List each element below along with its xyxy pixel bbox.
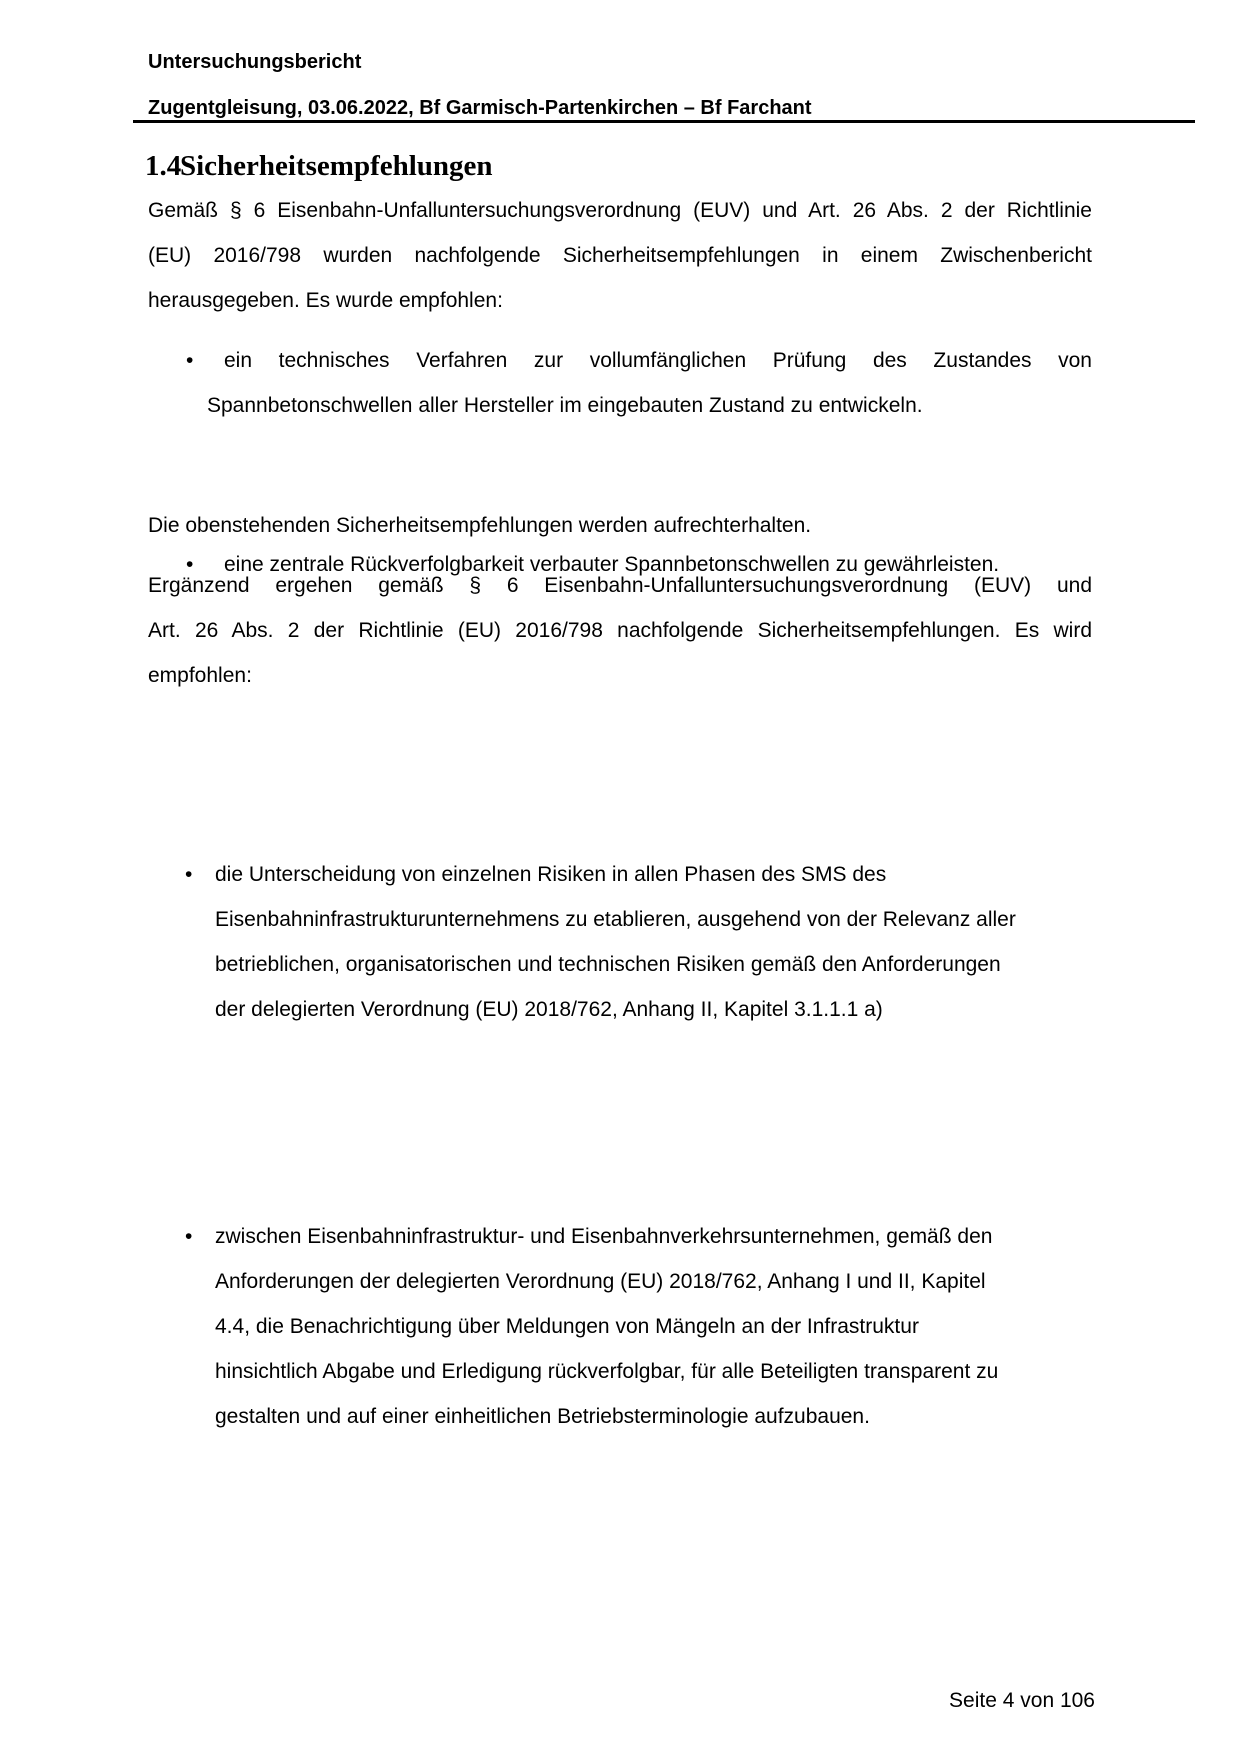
section-title: Sicherheitsempfehlungen (180, 150, 493, 182)
list-item (185, 852, 1092, 1032)
page-number: Seite 4 von 106 (949, 1689, 1095, 1712)
bullet-icon: • (185, 1225, 193, 1248)
paragraph-line: herausgegeben. Es wurde empfohlen: (148, 289, 503, 312)
list-item-line: zwischen Eisenbahninfrastruktur- und Eisenbahnverkehrsunternehmen, gemäß den (215, 1225, 993, 1248)
list-item-line: ein technisches Verfahren zur vollumfänglichen Prüfung des Zustandes von (224, 349, 1092, 372)
section-number: 1.4 (145, 150, 182, 182)
list-item (185, 1214, 1092, 1439)
paragraph-line: Art. 26 Abs. 2 der Richtlinie (EU) 2016/798 nachfolgende Sicherheitsempfehlungen. Es wird (148, 619, 1092, 642)
paragraph-line: Gemäß § 6 Eisenbahn-Unfalluntersuchungsverordnung (EUV) und Art. 26 Abs. 2 der Richtlinie (148, 199, 1092, 222)
bullet-icon: • (186, 349, 194, 372)
header-report-type: Untersuchungsbericht (148, 51, 362, 73)
list-item-line: der delegierten Verordnung (EU) 2018/762, Anhang II, Kapitel 3.1.1.1 a) (215, 998, 883, 1021)
list-item-line: 4.4, die Benachrichtigung über Meldungen von Mängeln an der Infrastruktur (215, 1315, 919, 1338)
list-item-line: Spannbetonschwellen aller Hersteller im eingebauten Zustand zu entwickeln. (207, 394, 923, 417)
paragraph-line: empfohlen: (148, 664, 252, 687)
list-item-line: eine zentrale Rückverfolgbarkeit verbauter Spannbetonschwellen zu gewährleisten. (224, 553, 1000, 576)
header-report-title: Zugentgleisung, 03.06.2022, Bf Garmisch-Partenkirchen – Bf Farchant (148, 97, 812, 119)
list-item-line: hinsichtlich Abgabe und Erledigung rückverfolgbar, für alle Beteiligten transparent zu (215, 1360, 999, 1383)
list-item-line: gestalten und auf einer einheitlichen Betriebsterminologie aufzubauen. (215, 1405, 870, 1428)
paragraph-upheld (148, 503, 1092, 548)
list-item (186, 338, 1092, 428)
paragraph-supplement (148, 563, 1092, 698)
list-item-line: betrieblichen, organisatorischen und technischen Risiken gemäß den Anforderungen (215, 953, 1001, 976)
header-rule (133, 120, 1195, 123)
section-heading (145, 148, 1105, 184)
paragraph-intro (148, 188, 1092, 323)
list-item-line: die Unterscheidung von einzelnen Risiken in allen Phasen des SMS des (215, 863, 887, 886)
bullet-icon: • (186, 553, 194, 576)
paragraph-line: Die obenstehenden Sicherheitsempfehlungen werden aufrechterhalten. (148, 514, 812, 537)
list-item-line: Anforderungen der delegierten Verordnung (EU) 2018/762, Anhang I und II, Kapitel (215, 1270, 986, 1293)
paragraph-line: Ergänzend ergehen gemäß § 6 Eisenbahn-Unfalluntersuchungsverordnung (EUV) und (148, 574, 1092, 597)
list-item-line: Eisenbahninfrastrukturunternehmens zu etablieren, ausgehend von der Relevanz aller (215, 908, 1016, 931)
bullet-icon: • (185, 863, 193, 886)
paragraph-line: (EU) 2016/798 wurden nachfolgende Sicherheitsempfehlungen in einem Zwischenbericht (148, 244, 1092, 267)
